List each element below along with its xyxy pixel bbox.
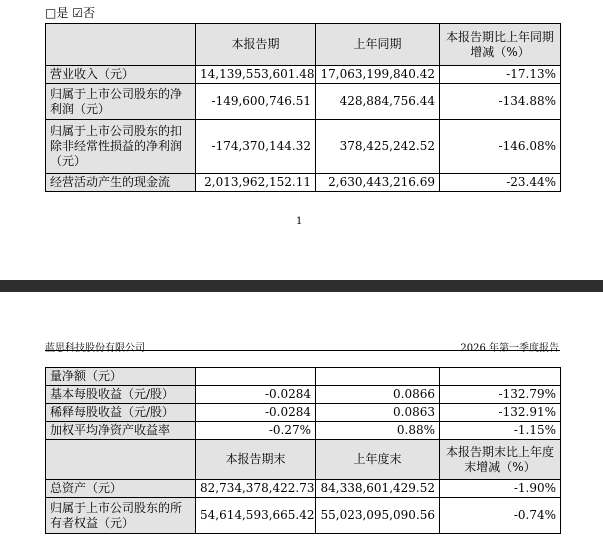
prior-value: 378,425,242.52 <box>316 120 440 174</box>
row-label: 加权平均净资产收益率 <box>46 422 196 440</box>
restatement-checkbox-line <box>45 6 95 20</box>
row-label: 稀释每股收益（元/股） <box>46 404 196 422</box>
change-value: -132.91% <box>440 404 561 422</box>
header-current-period: 本报告期 <box>196 24 316 66</box>
change-value: -146.08% <box>440 120 561 174</box>
header-blank <box>46 440 196 480</box>
prior-value: 84,338,601,429.52 <box>316 480 440 498</box>
row-label: 量净额（元） <box>46 368 196 386</box>
table-row <box>46 368 561 386</box>
row-label: 总资产（元） <box>46 480 196 498</box>
header-prior-period: 上年同期 <box>316 24 440 66</box>
prior-value <box>316 368 440 386</box>
change-value: -0.74% <box>440 498 561 534</box>
page-separator <box>0 280 603 292</box>
page-number: 1 <box>296 216 303 227</box>
current-value: -0.0284 <box>196 404 316 422</box>
prior-value: 0.0863 <box>316 404 440 422</box>
checked-box-icon[interactable]: ☑ <box>72 6 83 20</box>
prior-value: 2,630,443,216.69 <box>316 174 440 192</box>
header-change-percent: 本报告期比上年同期增减（%） <box>440 24 561 66</box>
unchecked-box-icon[interactable]: □ <box>45 6 57 20</box>
prior-value: 0.88% <box>316 422 440 440</box>
prior-value: 17,063,199,840.42 <box>316 66 440 84</box>
current-value: 14,139,553,601.48 <box>196 66 316 84</box>
current-value: -174,370,144.32 <box>196 120 316 174</box>
change-value: -17.13% <box>440 66 561 84</box>
header-period-end: 本报告期末 <box>196 440 316 480</box>
prior-value: 428,884,756.44 <box>316 84 440 120</box>
change-value: -1.90% <box>440 480 561 498</box>
row-label: 归属于上市公司股东的净利润（元） <box>46 84 196 120</box>
change-value: -1.15% <box>440 422 561 440</box>
row-label: 归属于上市公司股东的扣除非经常性损益的净利润（元） <box>46 120 196 174</box>
change-value <box>440 368 561 386</box>
row-label: 营业收入（元） <box>46 66 196 84</box>
report-page-bottom <box>0 292 603 537</box>
table-row <box>46 66 561 84</box>
no-label: 否 <box>82 6 95 20</box>
yes-label: 是 <box>56 6 69 20</box>
change-value: -132.79% <box>440 386 561 404</box>
table-row <box>46 498 561 534</box>
current-value <box>196 368 316 386</box>
row-label: 归属于上市公司股东的所有者权益（元） <box>46 498 196 534</box>
current-value: -149,600,746.51 <box>196 84 316 120</box>
current-value: 82,734,378,422.73 <box>196 480 316 498</box>
header-divider <box>45 350 560 351</box>
table-row <box>46 386 561 404</box>
header-blank <box>46 24 196 66</box>
table-row <box>46 422 561 440</box>
current-value: 54,614,593,665.42 <box>196 498 316 534</box>
table-row <box>46 404 561 422</box>
table-row <box>46 480 561 498</box>
header-prior-year-end: 上年度末 <box>316 440 440 480</box>
change-value: -134.88% <box>440 84 561 120</box>
current-value: 2,013,962,152.11 <box>196 174 316 192</box>
row-label: 经营活动产生的现金流 <box>46 174 196 192</box>
table-row <box>46 120 561 174</box>
row-label: 基本每股收益（元/股） <box>46 386 196 404</box>
prior-value: 0.0866 <box>316 386 440 404</box>
prior-value: 55,023,095,090.56 <box>316 498 440 534</box>
current-value: -0.0284 <box>196 386 316 404</box>
table-row <box>46 174 561 192</box>
current-value: -0.27% <box>196 422 316 440</box>
change-value: -23.44% <box>440 174 561 192</box>
table-row <box>46 84 561 120</box>
company-name-header: 蓝思科技股份有限公司 <box>45 343 145 354</box>
header-change-percent: 本报告期末比上年度末增减（%） <box>440 440 561 480</box>
key-financial-table <box>45 23 561 192</box>
per-share-and-balance-table <box>45 367 561 534</box>
report-title-header: 2026 年第一季度报告 <box>460 343 559 354</box>
